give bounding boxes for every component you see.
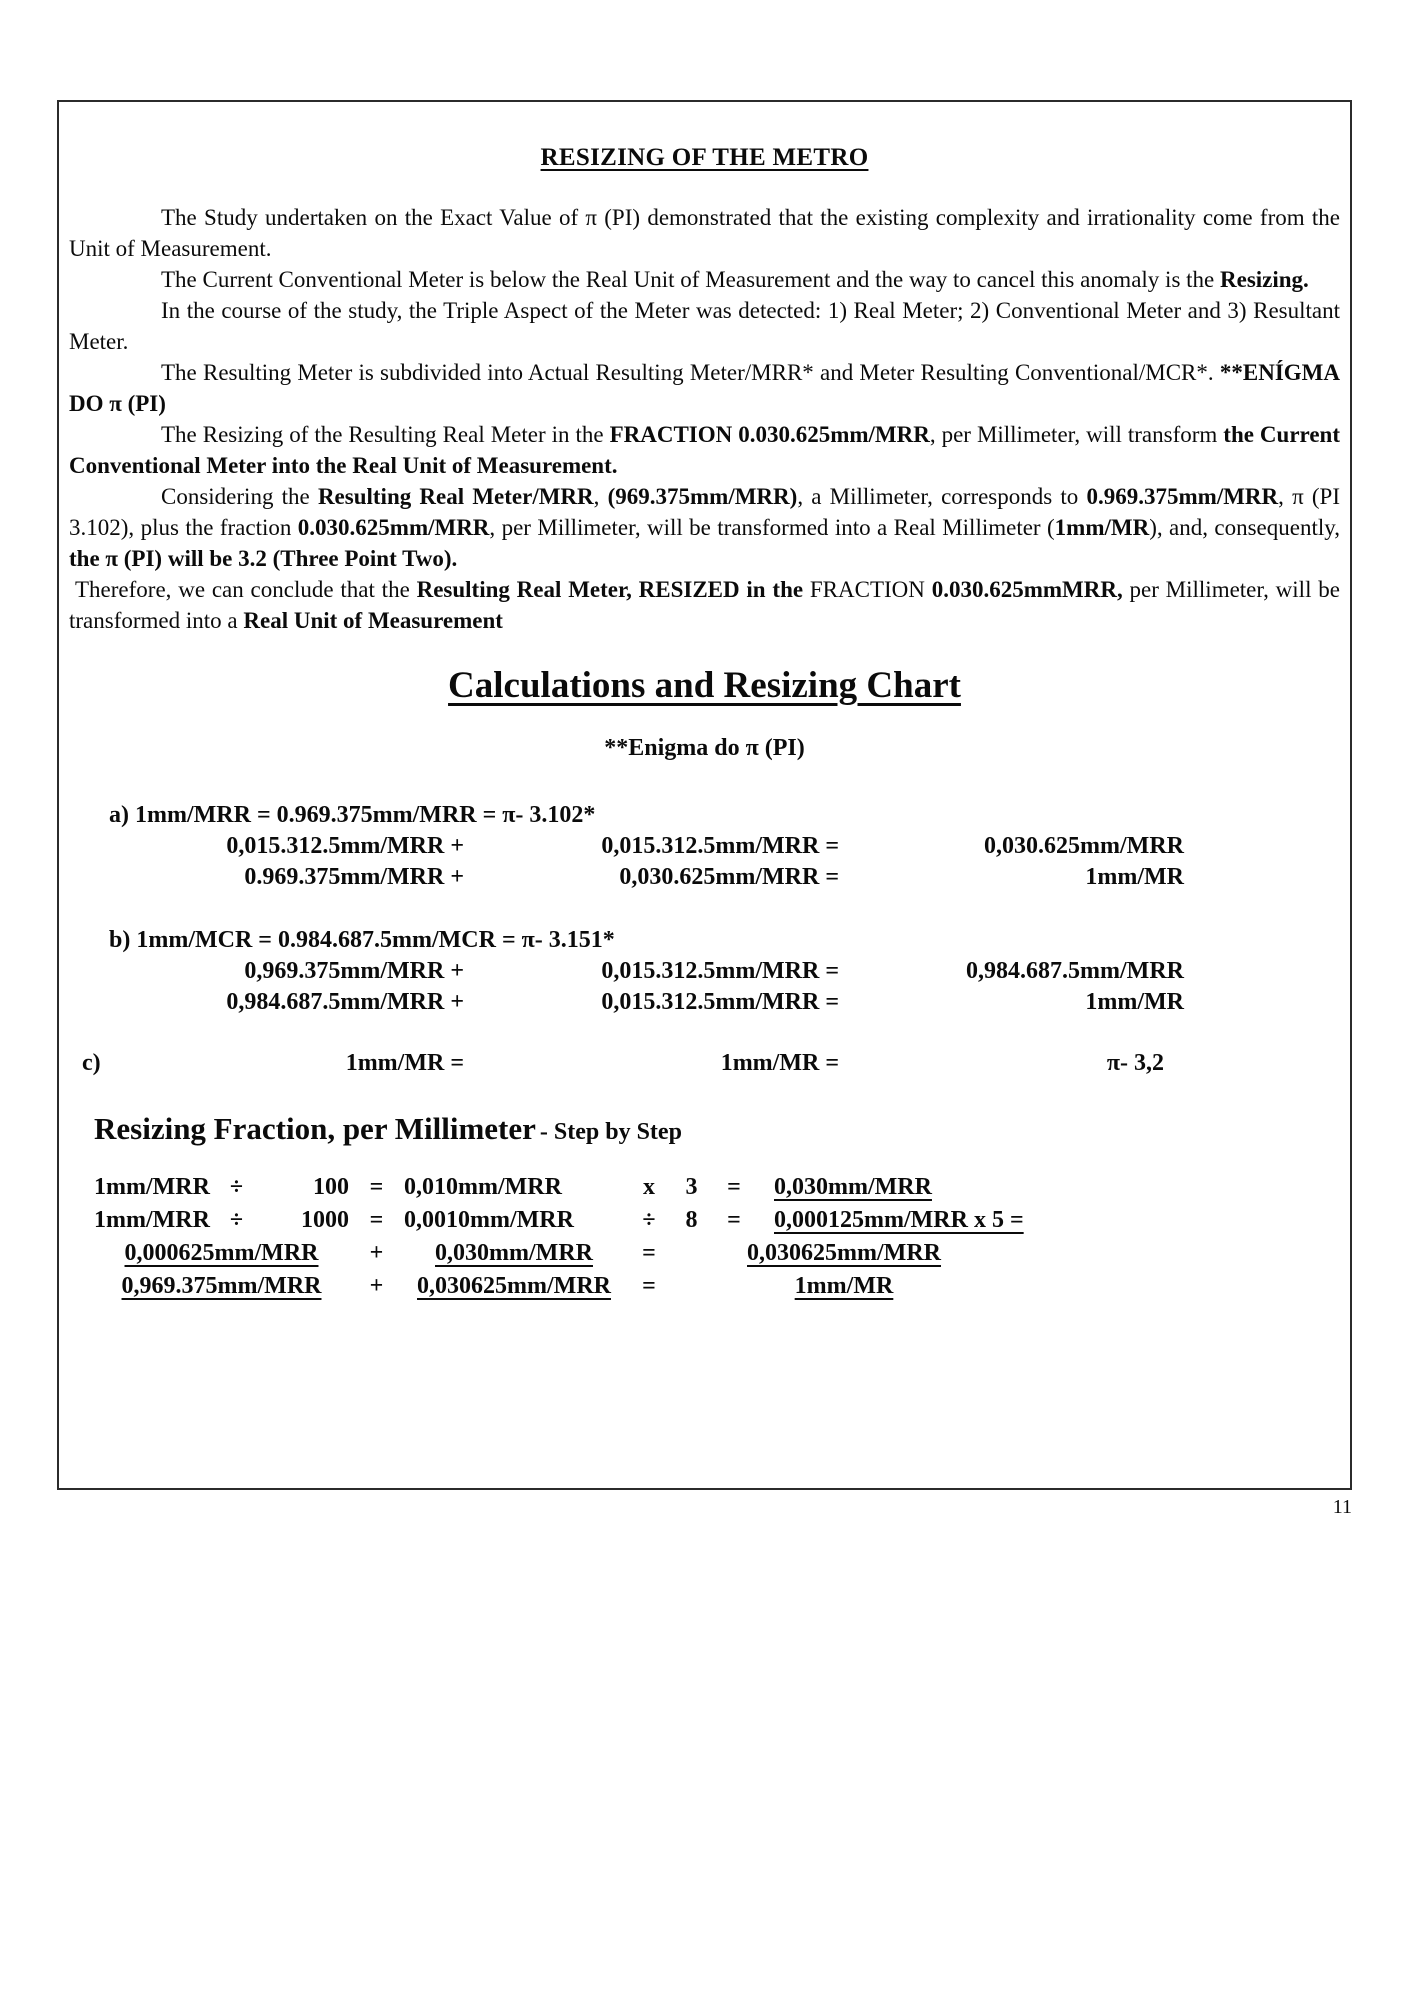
text-run: , a Millimeter, corresponds to: [797, 484, 1087, 509]
resizing-fraction-heading-main: Resizing Fraction, per Millimeter: [94, 1111, 536, 1146]
text-run-bold: **ENÍGMA DO π (PI): [69, 360, 1340, 416]
text-run-bold: the π (PI) will be 3.2 (Three Point Two).: [69, 546, 458, 571]
step-cell-result: 1mm/MR: [794, 1273, 894, 1299]
calc-cell: π- 3,2: [1106, 1050, 1164, 1076]
text-run-bold: (969.375mm/MRR): [607, 484, 798, 509]
text-run: FRACTION: [809, 577, 932, 602]
text-run-bold: Resulting Real Meter, RESIZED in the: [416, 577, 810, 602]
text-run-bold: Real Unit of Measurement: [243, 608, 503, 633]
text-run-bold: Resizing.: [1220, 267, 1309, 292]
text-run-bold: 0.030.625mm/MRR: [297, 515, 490, 540]
calc-cell: 1mm/MR =: [345, 1050, 464, 1076]
text-run: The Study undertaken on the Exact Value of π (PI) demonstrated that the existing complexity and irrationality come from the Unit of Measurement.: [69, 205, 1340, 261]
step-cell: 1mm/MRR: [94, 1174, 210, 1200]
step-cell: 0,030625mm/MRR: [417, 1273, 611, 1299]
calc-a-row-2: [69, 862, 1340, 893]
resizing-fraction-heading: [94, 1111, 1340, 1147]
calc-cell: 0,015.312.5mm/MRR =: [601, 989, 839, 1015]
calc-a-row-1: [69, 831, 1340, 862]
calc-cell: 0,015.312.5mm/MRR =: [601, 833, 839, 859]
text-run-bold: 0.030.625mmMRR,: [931, 577, 1123, 602]
calculations-heading-text: Calculations and Resizing Chart: [448, 665, 961, 706]
text-run: Considering the: [161, 484, 318, 509]
step-cell: 1000: [301, 1207, 349, 1233]
calc-cell: 0,984.687.5mm/MRR +: [226, 989, 464, 1015]
divide-sign: ÷: [229, 1174, 244, 1200]
text-run: , per Millimeter, will transform: [929, 422, 1224, 447]
step-cell: 0,000625mm/MRR: [124, 1240, 319, 1266]
step-cell: 1mm/MRR: [94, 1207, 210, 1233]
calc-cell: 0,030.625mm/MRR =: [619, 864, 839, 890]
calculations-subheading: **Enigma do π (PI): [604, 735, 805, 761]
resizing-fraction-heading-sub: - Step by Step: [539, 1119, 682, 1145]
calc-b-formula: b) 1mm/MCR = 0.984.687.5mm/MCR = π- 3.151*: [109, 927, 615, 953]
equals-sign: =: [369, 1207, 384, 1233]
text-run: The Resizing of the Resulting Real Meter in the: [161, 422, 610, 447]
text-run: ,: [593, 484, 608, 509]
paragraph-6: [69, 481, 1340, 574]
paragraph-4: [69, 357, 1340, 419]
calc-cell: 1mm/MR =: [720, 1050, 839, 1076]
document-title: [69, 144, 1340, 172]
calc-cell: 0,969.375mm/MRR +: [244, 958, 464, 984]
step-cell: 0,0010mm/MRR: [404, 1207, 574, 1233]
step-cell: 0,969.375mm/MRR: [121, 1273, 322, 1299]
calc-b-row-2: [69, 987, 1340, 1018]
text-run-bold: 0.969.375mm/MRR: [1086, 484, 1279, 509]
step-cell: 0,010mm/MRR: [404, 1174, 562, 1200]
calc-cell: 1mm/MR: [1085, 989, 1184, 1015]
plus-sign: +: [369, 1240, 384, 1266]
step-row-1: [69, 1171, 1340, 1204]
calc-cell: 0,015.312.5mm/MRR =: [601, 958, 839, 984]
calc-cell: 0,984.687.5mm/MRR: [966, 958, 1184, 984]
calc-block-c: [69, 1048, 1340, 1079]
text-run: per Millimeter, will be transformed into a: [69, 577, 1340, 633]
divide-sign: ÷: [642, 1207, 656, 1233]
text-run: ), and, consequently,: [1149, 515, 1340, 540]
paragraph-1: [69, 202, 1340, 264]
multiply-sign: x: [643, 1174, 655, 1200]
plus-sign: +: [369, 1273, 384, 1299]
step-cell: 100: [313, 1174, 349, 1200]
text-run: The Resulting Meter is subdivided into Actual Resulting Meter/MRR* and Meter Resulting Conventional/MCR*.: [161, 360, 1220, 385]
paragraph-2: [69, 264, 1340, 295]
step-cell-result: 0,000125mm/MRR x 5 =: [774, 1207, 1024, 1233]
equals-sign: =: [369, 1174, 384, 1200]
equals-sign: =: [727, 1174, 741, 1200]
step-cell: 3: [685, 1174, 698, 1200]
step-cell-result: 0,030625mm/MRR: [747, 1240, 941, 1266]
text-run-bold: Resulting Real Meter/MRR: [317, 484, 594, 509]
equals-sign: =: [642, 1240, 656, 1266]
step-row-3: [69, 1237, 1340, 1270]
text-run: , per Millimeter, will be transformed into a Real Millimeter (: [489, 515, 1055, 540]
text-run-bold: 1mm/MR: [1054, 515, 1150, 540]
page-number: 11: [1332, 1496, 1352, 1518]
equals-sign: =: [642, 1273, 656, 1299]
calc-block-b: [69, 925, 1340, 1018]
step-row-4: [69, 1270, 1340, 1303]
text-run-bold: the Current Conventional Meter into the Real Unit of Measurement.: [69, 422, 1340, 478]
calc-block-a: [69, 800, 1340, 893]
text-run: Therefore, we can conclude that the: [75, 577, 417, 602]
calc-cell: 0,015.312.5mm/MRR +: [226, 833, 464, 859]
divide-sign: ÷: [229, 1207, 244, 1233]
calculations-heading: [69, 664, 1340, 707]
page-border-frame: [57, 100, 1352, 1490]
text-run-bold: FRACTION 0.030.625mm/MRR: [609, 422, 930, 447]
paragraph-7: [69, 574, 1340, 636]
step-cell-result: 0,030mm/MRR: [774, 1174, 932, 1200]
calc-b-row-1: [69, 956, 1340, 987]
text-run: In the course of the study, the Triple Aspect of the Meter was detected: 1) Real Meter; 2) Conventional Meter and 3) Resultant Meter.: [69, 298, 1340, 354]
calc-a-formula: a) 1mm/MRR = 0.969.375mm/MRR = π- 3.102*: [109, 802, 596, 828]
step-cell: 8: [685, 1207, 698, 1233]
step-cell: 0,030mm/MRR: [435, 1240, 593, 1266]
paragraph-3: [69, 295, 1340, 357]
calc-cell: 0,030.625mm/MRR: [984, 833, 1184, 859]
text-run: The Current Conventional Meter is below the Real Unit of Measurement and the way to cancel this anomaly is the: [161, 267, 1220, 292]
calc-cell: 1mm/MR: [1085, 864, 1184, 890]
text-run: , π (PI 3.102), plus the fraction: [69, 484, 1341, 540]
calc-cell: 0.969.375mm/MRR +: [244, 864, 464, 890]
equals-sign: =: [727, 1207, 741, 1233]
document-title-text: RESIZING OF THE METRO: [540, 144, 869, 171]
calc-c-label: c): [82, 1050, 101, 1076]
paragraph-5: [69, 419, 1340, 481]
step-by-step-block: [69, 1171, 1340, 1303]
step-row-2: [69, 1204, 1340, 1237]
